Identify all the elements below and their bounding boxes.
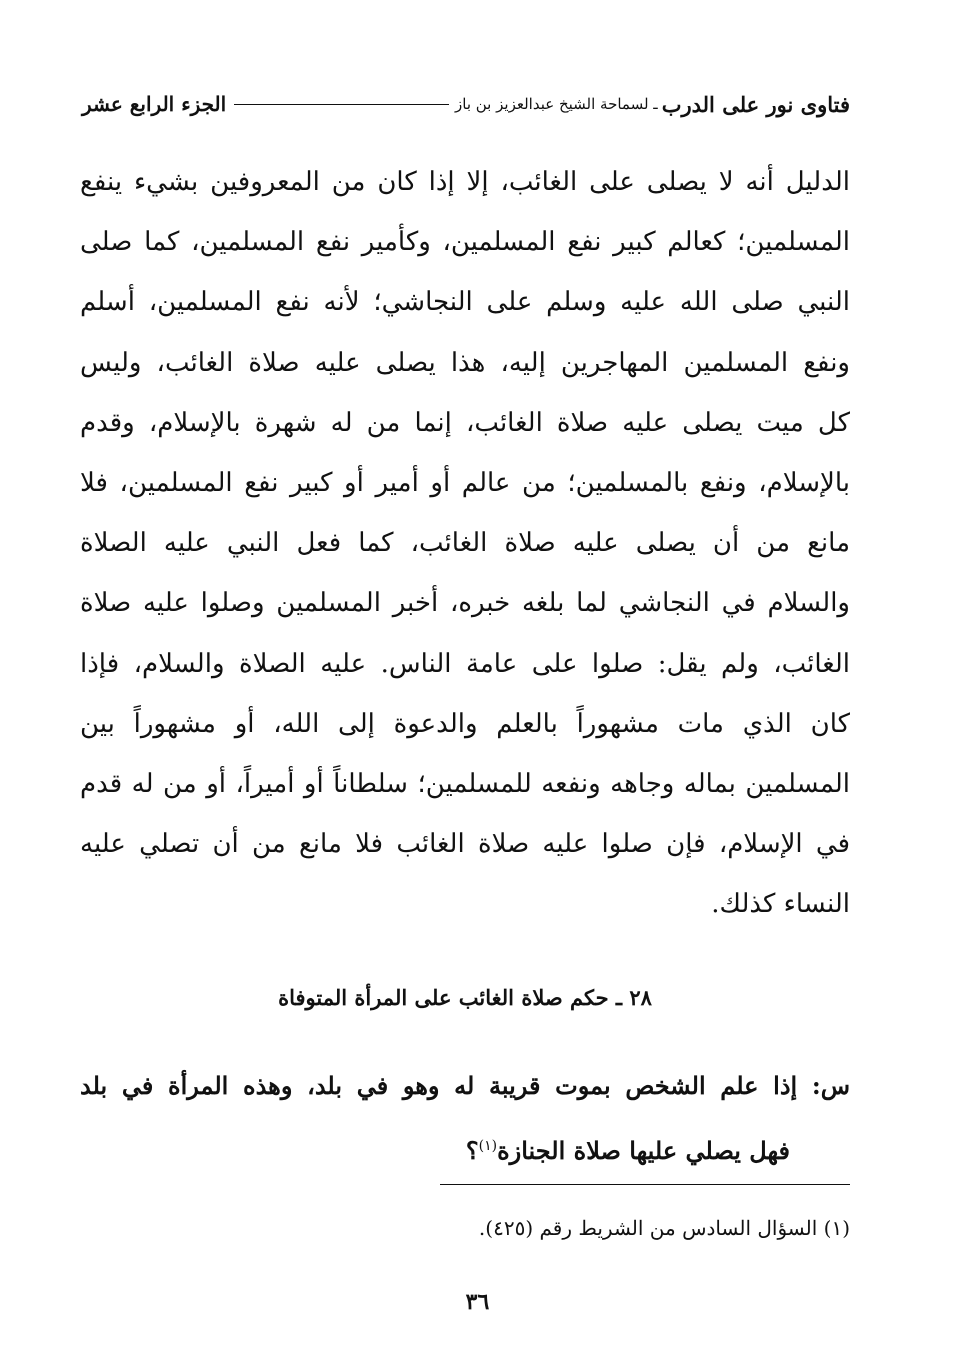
body-line: كل ميت يصلى عليه صلاة الغائب، إنما من له شهرة بالإسلام، وقدم (80, 407, 850, 438)
question-block (80, 1056, 850, 1181)
body-line: الدليل أنه لا يصلى على الغائب، إلا إذا كان من المعروفين بشيء ينفع (80, 167, 850, 197)
question-line: س: إذا علم الشخص بموت قريبة له وهو في بلد، وهذه المرأة في بلد (80, 1071, 850, 1100)
book-title: فتاوى نور على الدرب (661, 91, 850, 117)
body-line: والسلام في النجاشي لما بلغه خبره، أخبر المسلمين وصلوا عليه صلاة (80, 588, 850, 619)
question-mark: ؟ (465, 1136, 479, 1165)
question-line-text: فهل يصلي عليها صلاة الجنازة (497, 1136, 790, 1165)
body-line: المسلمين؛ كعالم كبير نفع المسلمين، وكأمير نفع المسلمين، كما صلى (80, 227, 850, 258)
body-line: النساء كذلك. (711, 889, 850, 920)
body-line: كان الذي مات مشهوراً بالعلم والدعوة إلى الله، أو مشهوراً بين (80, 708, 850, 739)
body-line: ونفع المسلمين المهاجرين إليه، هذا يصلى عليه صلاة الغائب، وليس (80, 347, 850, 378)
body-line: النبي صلى الله عليه وسلم على النجاشي؛ لأنه نفع المسلمين، أسلم (80, 287, 850, 318)
question-line (80, 1116, 850, 1181)
body-line: مانع من أن يصلى عليه صلاة الغائب، كما فعل النبي عليه الصلاة (80, 528, 850, 559)
running-header (82, 86, 850, 122)
body-line: المسلمين بماله وجاهه ونفعه للمسلمين؛ سلطاناً أو أميراً، أو من له قدم (80, 769, 850, 800)
footnote: (١) السؤال السادس من الشريط رقم (٤٢٥). (478, 1216, 850, 1240)
author-credit: ـ لسماحة الشيخ عبدالعزيز بن باز (455, 95, 658, 113)
section-title: ٢٨ ـ حكم صلاة الغائب على المرأة المتوفاة (278, 985, 652, 1010)
page-number: ٣٦ (465, 1289, 490, 1315)
body-line: الغائب، ولم يقل: صلوا على عامة الناس. عليه الصلاة والسلام، فإذا (80, 648, 850, 679)
footnote-divider (440, 1184, 850, 1185)
body-line: في الإسلام، فإن صلوا عليه صلاة الغائب فلا مانع من أن تصلي عليه (80, 829, 850, 860)
body-line: بالإسلام، ونفع بالمسلمين؛ من عالم أو أمير أو كبير نفع المسلمين، فلا (80, 468, 850, 499)
header-rule (234, 104, 449, 105)
volume-label: الجزء الرابع عشر (82, 92, 227, 116)
footnote-ref: (١) (478, 1138, 498, 1154)
body-text (80, 152, 850, 935)
